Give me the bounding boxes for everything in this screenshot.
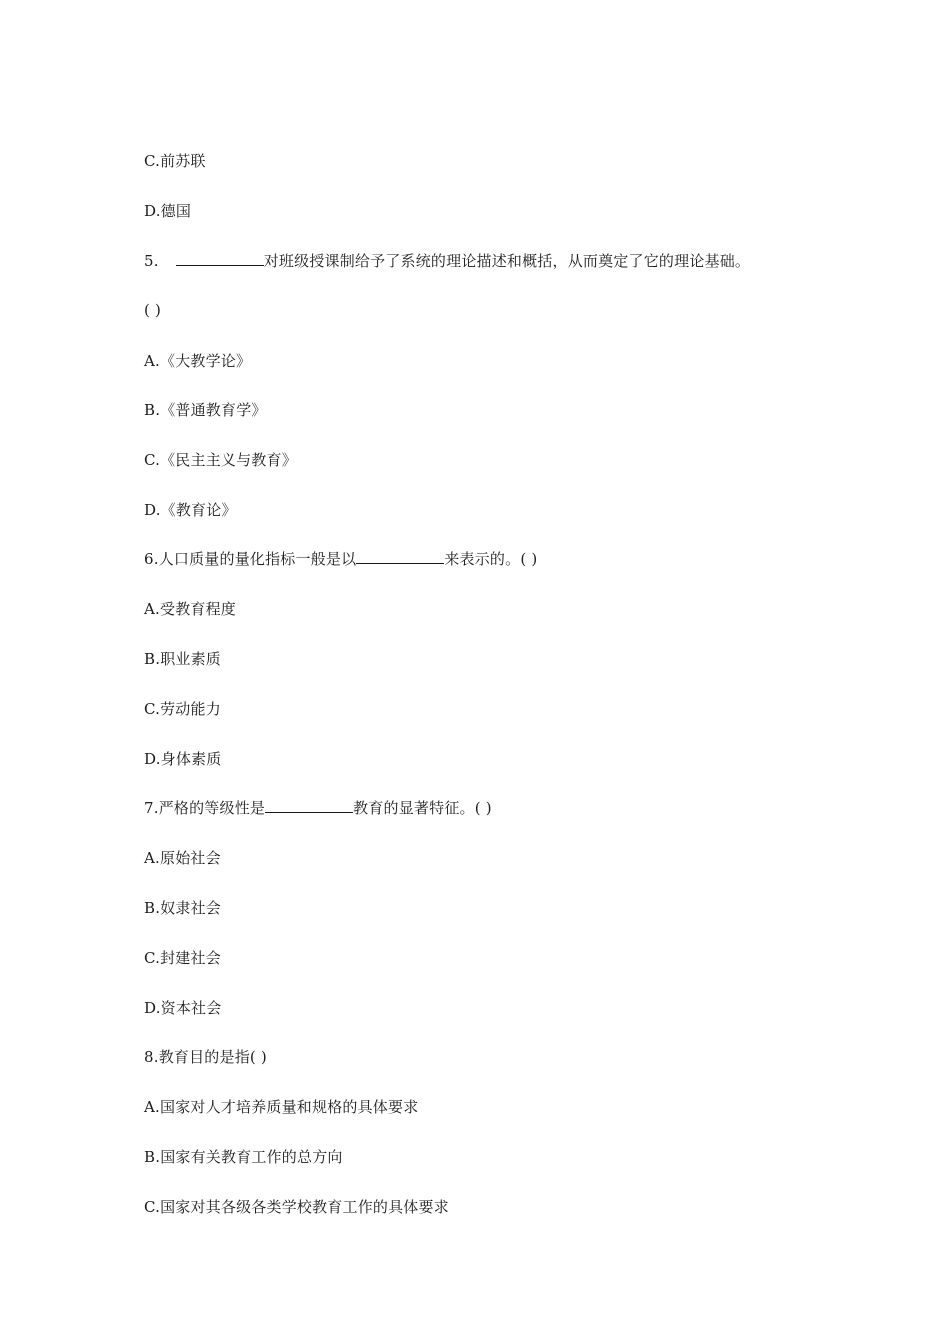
- q5-paren: ( ): [144, 301, 162, 319]
- question-8: 8.教育目的是指( ): [144, 1048, 267, 1066]
- q5-text: 对班级授课制给予了系统的理论描述和概括，从而奠定了它的理论基础。: [263, 252, 751, 270]
- q6-option-b: B.职业素质: [144, 650, 221, 668]
- q4-option-d: D.德国: [144, 202, 192, 220]
- q8-option-b: B.国家有关教育工作的总方向: [144, 1148, 343, 1166]
- q7-text-after: 教育的显著特征。( ): [353, 799, 492, 817]
- question-6: [144, 549, 537, 569]
- q4-option-c: C.前苏联: [144, 152, 206, 170]
- q5-blank: [176, 251, 264, 266]
- q7-option-c: C.封建社会: [144, 949, 221, 967]
- q6-option-d: D.身体素质: [144, 750, 222, 768]
- q6-option-c: C.劳动能力: [144, 700, 221, 718]
- q7-text-before: 7.严格的等级性是: [144, 799, 266, 817]
- q6-blank: [356, 549, 444, 564]
- q6-text-after: 来表示的。( ): [444, 550, 538, 568]
- q8-option-a: A.国家对人才培养质量和规格的具体要求: [144, 1098, 419, 1116]
- q7-option-a: A.原始社会: [144, 849, 221, 867]
- q5-option-c: C.《民主主义与教育》: [144, 451, 297, 469]
- q5-option-d: D.《教育论》: [144, 501, 237, 519]
- q8-option-c: C.国家对其各级各类学校教育工作的具体要求: [144, 1198, 449, 1216]
- q7-option-b: B.奴隶社会: [144, 899, 221, 917]
- q5-number: 5.: [144, 252, 159, 270]
- q6-text-before: 6.人口质量的量化指标一般是以: [144, 550, 357, 568]
- q7-blank: [265, 798, 353, 813]
- q6-option-a: A.受教育程度: [144, 600, 237, 618]
- q7-option-d: D.资本社会: [144, 999, 222, 1017]
- q5-option-a: A.《大教学论》: [144, 352, 252, 370]
- q5-option-b: B.《普通教育学》: [144, 401, 267, 419]
- question-7: [144, 798, 492, 818]
- question-5: [144, 251, 750, 271]
